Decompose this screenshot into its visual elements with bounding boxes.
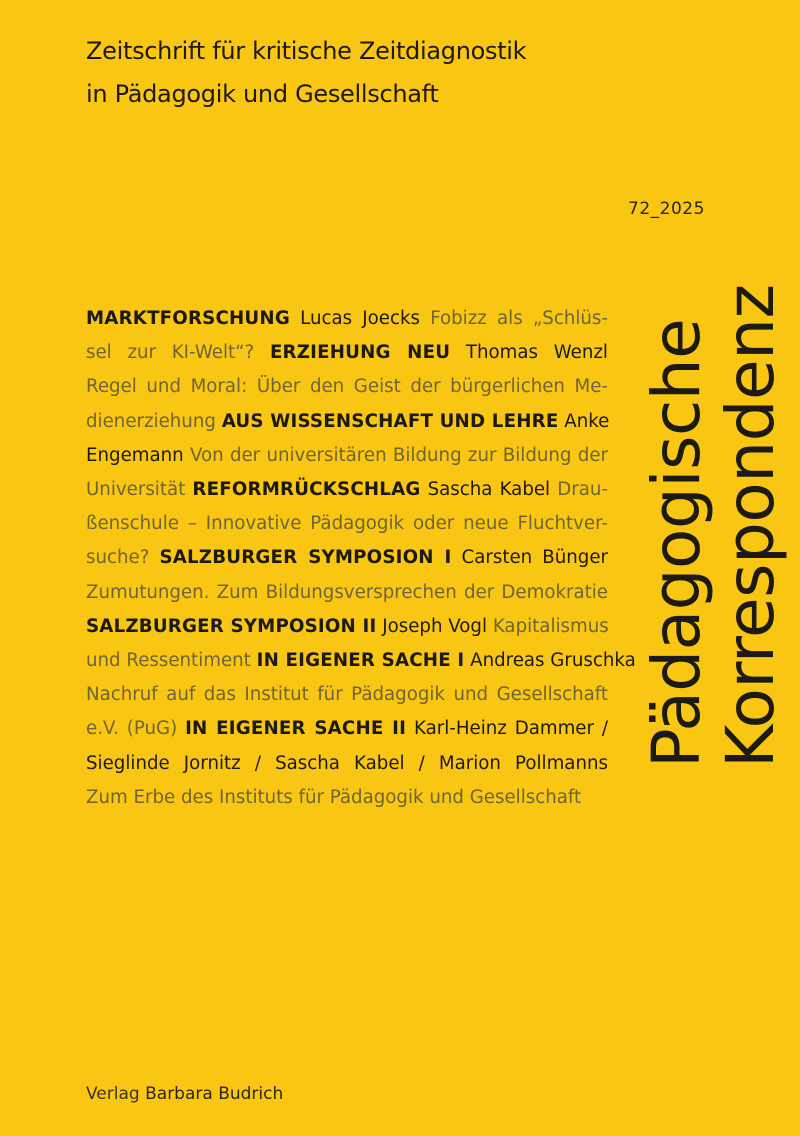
- toc-author: Lucas Joecks: [300, 308, 420, 329]
- title-line-1: Pädagogische: [638, 318, 715, 768]
- publisher-name: Barbara Budrich: [145, 1084, 284, 1104]
- toc-article-title: dienerziehung: [86, 410, 216, 432]
- toc-section-heading: IN EIGENER SACHE II: [185, 718, 407, 740]
- title-line-2: Korrespondenz: [712, 284, 789, 768]
- toc-article-title: Fobizz als „Schlüs-: [430, 308, 608, 329]
- toc-section-heading: ERZIEHUNG NEU: [269, 342, 451, 364]
- toc-article-title: Kapitalismus: [492, 615, 609, 637]
- toc-section-heading: SALZBURGER SYMPOSION II: [86, 615, 377, 637]
- publisher-prefix: Verlag: [86, 1084, 140, 1104]
- subtitle-line-2: in Pädagogik und Gesellschaft: [86, 80, 439, 108]
- toc-line: [86, 610, 608, 644]
- toc-author: Joseph Vogl: [382, 615, 488, 637]
- toc-article-title: Von der universitären Bildung zur Bildung der: [189, 444, 608, 466]
- toc-article-title: Zum Erbe des Instituts für Pädagogik und Gesellschaft: [86, 786, 582, 808]
- toc-line: [86, 712, 608, 746]
- toc-article-title: Universität: [86, 479, 186, 501]
- toc-author: Thomas Wenzl: [465, 342, 608, 364]
- toc-line: [86, 576, 608, 610]
- toc-line: [86, 507, 608, 541]
- toc-line: [86, 439, 608, 473]
- toc-article-title: Nachruf auf das Institut für Pädagogik und Gesellschaft: [86, 684, 608, 706]
- subtitle-line-1: Zeitschrift für kritische Zeitdiagnostik: [86, 37, 527, 65]
- toc-line: [86, 336, 608, 370]
- toc-author: Sascha Kabel: [427, 479, 551, 501]
- toc-line: [86, 302, 608, 336]
- toc-section-heading: REFORMRÜCKSCHLAG: [192, 479, 421, 501]
- toc-line: [86, 370, 608, 404]
- toc-line: [86, 644, 636, 678]
- issue-number: 72_2025: [628, 199, 705, 219]
- toc-article-title: und Ressentiment: [86, 650, 251, 672]
- toc-article-title: suche?: [86, 547, 150, 569]
- toc-author: Karl-Heinz Dammer /: [413, 718, 608, 740]
- toc-line: [86, 747, 608, 781]
- toc-author: Carsten Bünger: [461, 547, 608, 569]
- toc-line: [86, 405, 608, 439]
- toc-article-title: Regel und Moral: Über den Geist der bürgerlichen Me-: [86, 376, 608, 398]
- toc-article-title: e.V. (PuG): [86, 718, 178, 740]
- toc-section-heading: MARKTFORSCHUNG: [86, 308, 290, 329]
- toc-line: [86, 678, 608, 712]
- toc-author: Sieglinde Jornitz / Sascha Kabel / Marion Pollmanns: [86, 752, 608, 774]
- toc-line: [86, 473, 608, 507]
- toc-section-heading: SALZBURGER SYMPOSION I: [159, 547, 452, 569]
- toc-section-heading: AUS WISSENSCHAFT UND LEHRE: [221, 410, 559, 432]
- toc-article-title: sel zur KI-Welt“?: [86, 342, 255, 364]
- toc-author: Anke: [564, 410, 610, 432]
- toc-article-title: Zumutungen. Zum Bildungsversprechen der Demokratie: [86, 581, 608, 603]
- toc-line: [86, 541, 608, 575]
- toc-article-title: Drau-: [557, 479, 608, 501]
- toc-line: [86, 781, 608, 815]
- journal-title: [640, 28, 790, 768]
- toc-author: Engemann: [86, 444, 184, 466]
- toc-article-title: ßenschule – Innovative Pädagogik oder neue Fluchtver-: [86, 513, 608, 535]
- journal-subtitle: [86, 30, 646, 116]
- table-of-contents: [86, 302, 636, 815]
- toc-section-heading: IN EIGENER SACHE I: [256, 650, 465, 672]
- toc-author: Andreas Gruschka: [470, 650, 636, 672]
- publisher-imprint: [86, 1084, 283, 1104]
